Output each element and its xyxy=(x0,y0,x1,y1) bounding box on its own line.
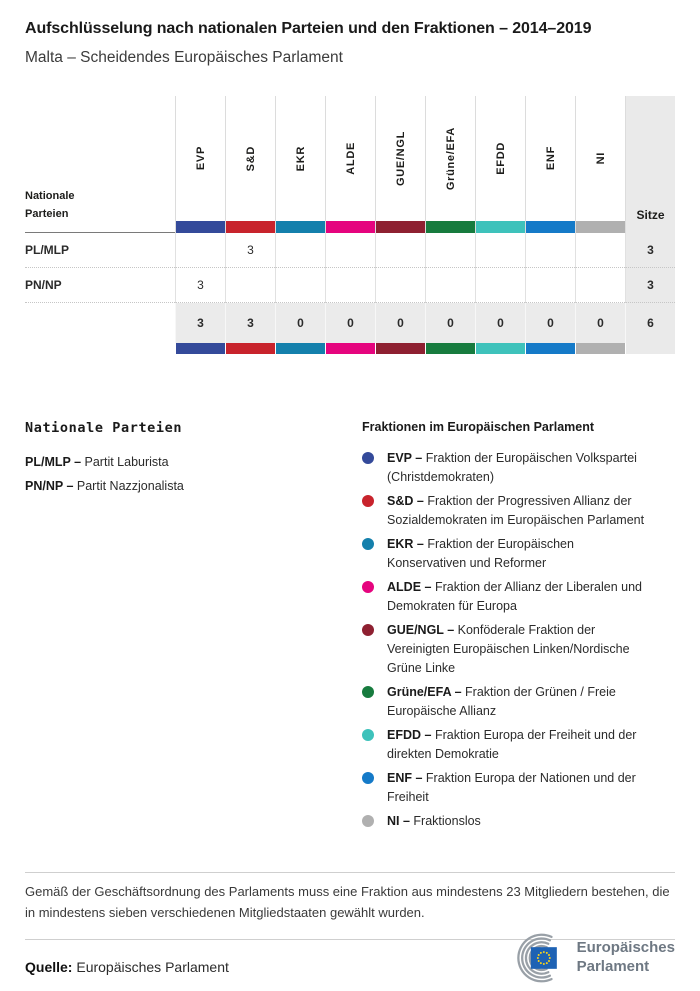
cell-pnnp-alde xyxy=(325,268,375,303)
efdd-color-dot xyxy=(362,729,374,741)
group-color-bar-alde xyxy=(326,221,375,233)
cell-pnnp-ekr xyxy=(275,268,325,303)
group-color-bar-evp xyxy=(176,221,225,233)
bottom-bar-spacer xyxy=(25,343,175,354)
cell-pnnp-seats: 3 xyxy=(625,268,675,303)
column-header-sd xyxy=(225,96,275,233)
bottom-bar-gruene-efa xyxy=(425,343,475,354)
total-ni: 0 xyxy=(575,303,625,343)
national-parties-legend xyxy=(25,420,362,836)
column-header-alde xyxy=(325,96,375,233)
total-enf: 0 xyxy=(525,303,575,343)
hemicycle-icon xyxy=(498,932,568,984)
column-label: EFDD xyxy=(494,142,507,175)
sd-color-dot xyxy=(362,495,374,507)
column-header-evp xyxy=(175,96,225,233)
group-color-bar-guengl xyxy=(376,221,425,233)
gruene-efa-color-dot xyxy=(362,686,374,698)
party-legend-item: PL/MLP – Partit Laburista xyxy=(25,455,169,469)
column-label: NI xyxy=(594,152,607,165)
evp-color-dot xyxy=(362,452,374,464)
bottom-bar-ni xyxy=(575,343,625,354)
cell-pnnp-ni xyxy=(575,268,625,303)
cell-pnnp-enf xyxy=(525,268,575,303)
cell-plmlp-enf xyxy=(525,233,575,268)
column-header-enf xyxy=(525,96,575,233)
column-header-guengl xyxy=(375,96,425,233)
fraction-legend-item-gruene-efa: Grüne/EFA – Fraktion der Grünen / Freie Europäische Allianz xyxy=(362,683,650,721)
column-label: EVP xyxy=(194,146,207,171)
enf-color-dot xyxy=(362,772,374,784)
bottom-bar-efdd xyxy=(475,343,525,354)
cell-pnnp-sd xyxy=(225,268,275,303)
column-header-efdd xyxy=(475,96,525,233)
total-sd: 3 xyxy=(225,303,275,343)
legends-section xyxy=(25,420,675,836)
national-parties-heading: Nationale Parteien xyxy=(25,420,183,436)
source-row xyxy=(25,932,675,984)
infographic-page xyxy=(0,20,700,836)
fraction-legend-item-ekr: EKR – Fraktion der Europäischen Konservativen und Reformer xyxy=(362,535,650,573)
cell-pnnp-efdd xyxy=(475,268,525,303)
bottom-bar-seats xyxy=(625,343,675,354)
guengl-color-dot xyxy=(362,624,374,636)
source-value: Europäisches Parlament xyxy=(76,959,229,975)
column-label: S&D xyxy=(244,145,257,172)
cell-plmlp-sd: 3 xyxy=(225,233,275,268)
cell-pnnp-guengl xyxy=(375,268,425,303)
fraction-legend-item-ni: NI – Fraktionslos xyxy=(362,812,650,831)
row-label-pnnp: PN/NP xyxy=(25,268,175,303)
fraction-legend-item-enf: ENF – Fraktion Europa der Nationen und der Freiheit xyxy=(362,769,650,807)
fraction-legend-item-evp: EVP – Fraktion der Europäischen Volkspartei (Christdemokraten) xyxy=(362,449,650,487)
cell-plmlp-seats: 3 xyxy=(625,233,675,268)
group-color-bar-ekr xyxy=(276,221,325,233)
cell-plmlp-alde xyxy=(325,233,375,268)
seats-table xyxy=(25,96,675,354)
total-evp: 3 xyxy=(175,303,225,343)
footnote: Gemäß der Geschäftsordnung des Parlaments muss eine Fraktion aus mindestens 23 Mitgliedern bestehen, die in mindestens sieben verschiedenen Mitgliedstaaten gewählt wurden. xyxy=(25,872,675,940)
total-ekr: 0 xyxy=(275,303,325,343)
bottom-bar-enf xyxy=(525,343,575,354)
group-color-bar-gruene-efa xyxy=(426,221,475,233)
cell-plmlp-ni xyxy=(575,233,625,268)
group-color-bar-sd xyxy=(226,221,275,233)
fraction-legend-item-guengl: GUE/NGL – Konföderale Fraktion der Vereinigten Europäischen Linken/Nordische Grüne Linke xyxy=(362,621,650,678)
column-label: ENF xyxy=(544,146,557,171)
party-legend-item: PN/NP – Partit Nazzjonalista xyxy=(25,479,184,493)
bottom-bar-sd xyxy=(225,343,275,354)
totals-row-label xyxy=(25,303,175,343)
total-seats: 6 xyxy=(625,303,675,343)
cell-plmlp-efdd xyxy=(475,233,525,268)
european-parliament-logo xyxy=(498,932,675,984)
bottom-bar-alde xyxy=(325,343,375,354)
group-color-bar-efdd xyxy=(476,221,525,233)
cell-plmlp-gruene-efa xyxy=(425,233,475,268)
row-label-plmlp: PL/MLP xyxy=(25,233,175,268)
total-gruene-efa: 0 xyxy=(425,303,475,343)
ekr-color-dot xyxy=(362,538,374,550)
fractions-legend xyxy=(362,420,650,836)
cell-pnnp-gruene-efa xyxy=(425,268,475,303)
table-header-national-parties: Nationale Parteien xyxy=(25,96,175,233)
bottom-bar-evp xyxy=(175,343,225,354)
group-color-bar-enf xyxy=(526,221,575,233)
fractions-heading: Fraktionen im Europäischen Parlament xyxy=(362,420,595,434)
column-label: Grüne/EFA xyxy=(444,126,457,191)
cell-plmlp-guengl xyxy=(375,233,425,268)
source-text xyxy=(25,941,229,975)
column-label: ALDE xyxy=(344,142,357,175)
bottom-bar-guengl xyxy=(375,343,425,354)
fraction-legend-item-alde: ALDE – Fraktion der Allianz der Liberalen und Demokraten für Europa xyxy=(362,578,650,616)
fraction-legend-item-sd: S&D – Fraktion der Progressiven Allianz der Sozialdemokraten im Europäischen Parlament xyxy=(362,492,650,530)
cell-plmlp-evp xyxy=(175,233,225,268)
column-label: GUE/NGL xyxy=(394,130,407,186)
ni-color-dot xyxy=(362,815,374,827)
column-header-seats: Sitze xyxy=(625,96,675,233)
column-header-ekr xyxy=(275,96,325,233)
page-title: Aufschlüsselung nach nationalen Parteien und den Fraktionen – 2014–2019 xyxy=(25,20,592,37)
source-label: Quelle: xyxy=(25,959,73,975)
eu-flag xyxy=(530,947,556,969)
total-guengl: 0 xyxy=(375,303,425,343)
total-efdd: 0 xyxy=(475,303,525,343)
cell-plmlp-ekr xyxy=(275,233,325,268)
alde-color-dot xyxy=(362,581,374,593)
cell-pnnp-evp: 3 xyxy=(175,268,225,303)
page-subtitle: Malta – Scheidendes Europäisches Parlament xyxy=(25,49,343,66)
column-header-gruene-efa xyxy=(425,96,475,233)
group-color-bar-ni xyxy=(576,221,625,233)
column-header-ni xyxy=(575,96,625,233)
total-alde: 0 xyxy=(325,303,375,343)
logo-wordmark: Europäisches Parlament xyxy=(576,939,675,975)
fraction-legend-item-efdd: EFDD – Fraktion Europa der Freiheit und der direkten Demokratie xyxy=(362,726,650,764)
bottom-bar-ekr xyxy=(275,343,325,354)
column-label: EKR xyxy=(294,145,307,172)
